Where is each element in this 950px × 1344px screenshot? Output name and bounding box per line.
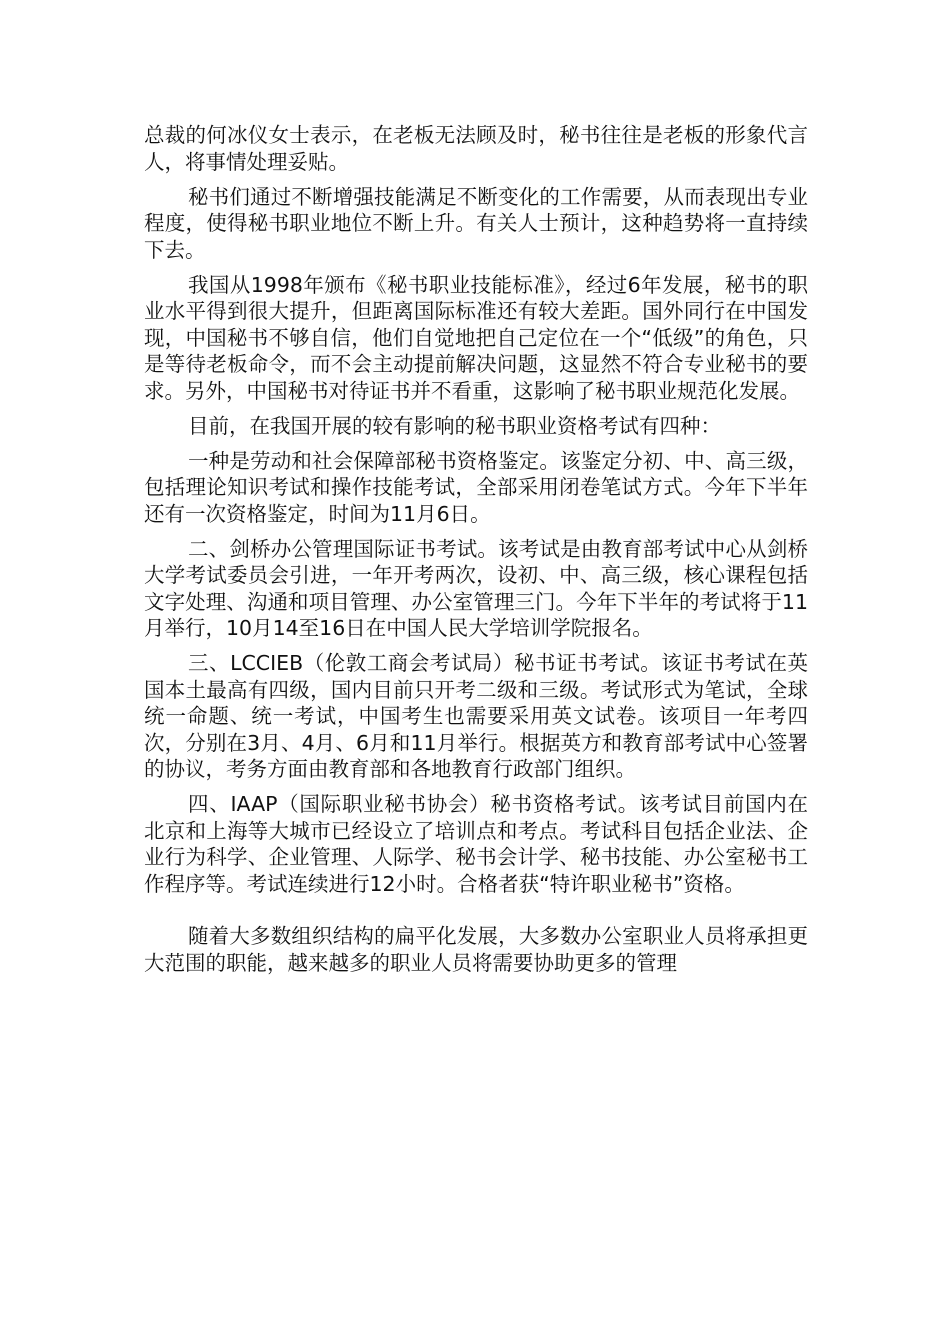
paragraph-1: 总裁的何冰仪女士表示，在老板无法顾及时，秘书往往是老板的形象代言人，将事情处理妥贴。	[144, 123, 808, 174]
paragraph-3: 我国从1998年颁布《秘书职业技能标准》，经过6年发展，秘书的职业水平得到很大提升，但距离国际标准还有较大差距。国外同行在中国发现，中国秘书不够自信，他们自觉地把自己定位在一个“低级”的角色，只是等待老板命令，而不会主动提前解决问题，这显然不符合专业秘书的要求。另外，中国秘书对待证书并不看重，这影响了秘书职业规范化发展。	[144, 272, 808, 403]
paragraph-2: 秘书们通过不断增强技能满足不断变化的工作需要，从而表现出专业程度，使得秘书职业地位不断上升。有关人士预计，这种趋势将一直持续下去。	[144, 184, 808, 262]
paragraph-9: 随着大多数组织结构的扁平化发展，大多数办公室职业人员将承担更大范围的职能，越来越多的职业人员将需要协助更多的管理	[144, 924, 808, 975]
paragraph-8: 四、IAAP（国际职业秘书协会）秘书资格考试。该考试目前国内在北京和上海等大城市已经设立了培训点和考点。考试科目包括企业法、企业行为科学、企业管理、人际学、秘书会计学、秘书技能、办公室秘书工作程序等。考试连续进行12小时。合格者获“特许职业秘书”资格。	[144, 792, 808, 896]
paragraph-7: 三、LCCIEB（伦敦工商会考试局）秘书证书考试。该证书考试在英国本土最高有四级，国内目前只开考二级和三级。考试形式为笔试，全球统一命题、统一考试，中国考生也需要采用英文试卷。该项目一年考四次，分别在3月、4月、6月和11月举行。根据英方和教育部考试中心签署的协议，考务方面由教育部和各地教育行政部门组织。	[144, 651, 808, 781]
paragraph-5: 一种是劳动和社会保障部秘书资格鉴定。该鉴定分初、中、高三级，包括理论知识考试和操作技能考试，全部采用闭卷笔试方式。今年下半年还有一次资格鉴定，时间为11月6日。	[144, 448, 808, 526]
paragraph-6: 二、剑桥办公管理国际证书考试。该考试是由教育部考试中心从剑桥大学考试委员会引进，一年开考两次，设初、中、高三级，核心课程包括文字处理、沟通和项目管理、办公室管理三门。今年下半年的考试将于11月举行，10月14至16日在中国人民大学培训学院报名。	[144, 536, 808, 640]
paragraph-4: 目前，在我国开展的较有影响的秘书职业资格考试有四种：	[188, 413, 721, 438]
document-body	[144, 122, 808, 985]
